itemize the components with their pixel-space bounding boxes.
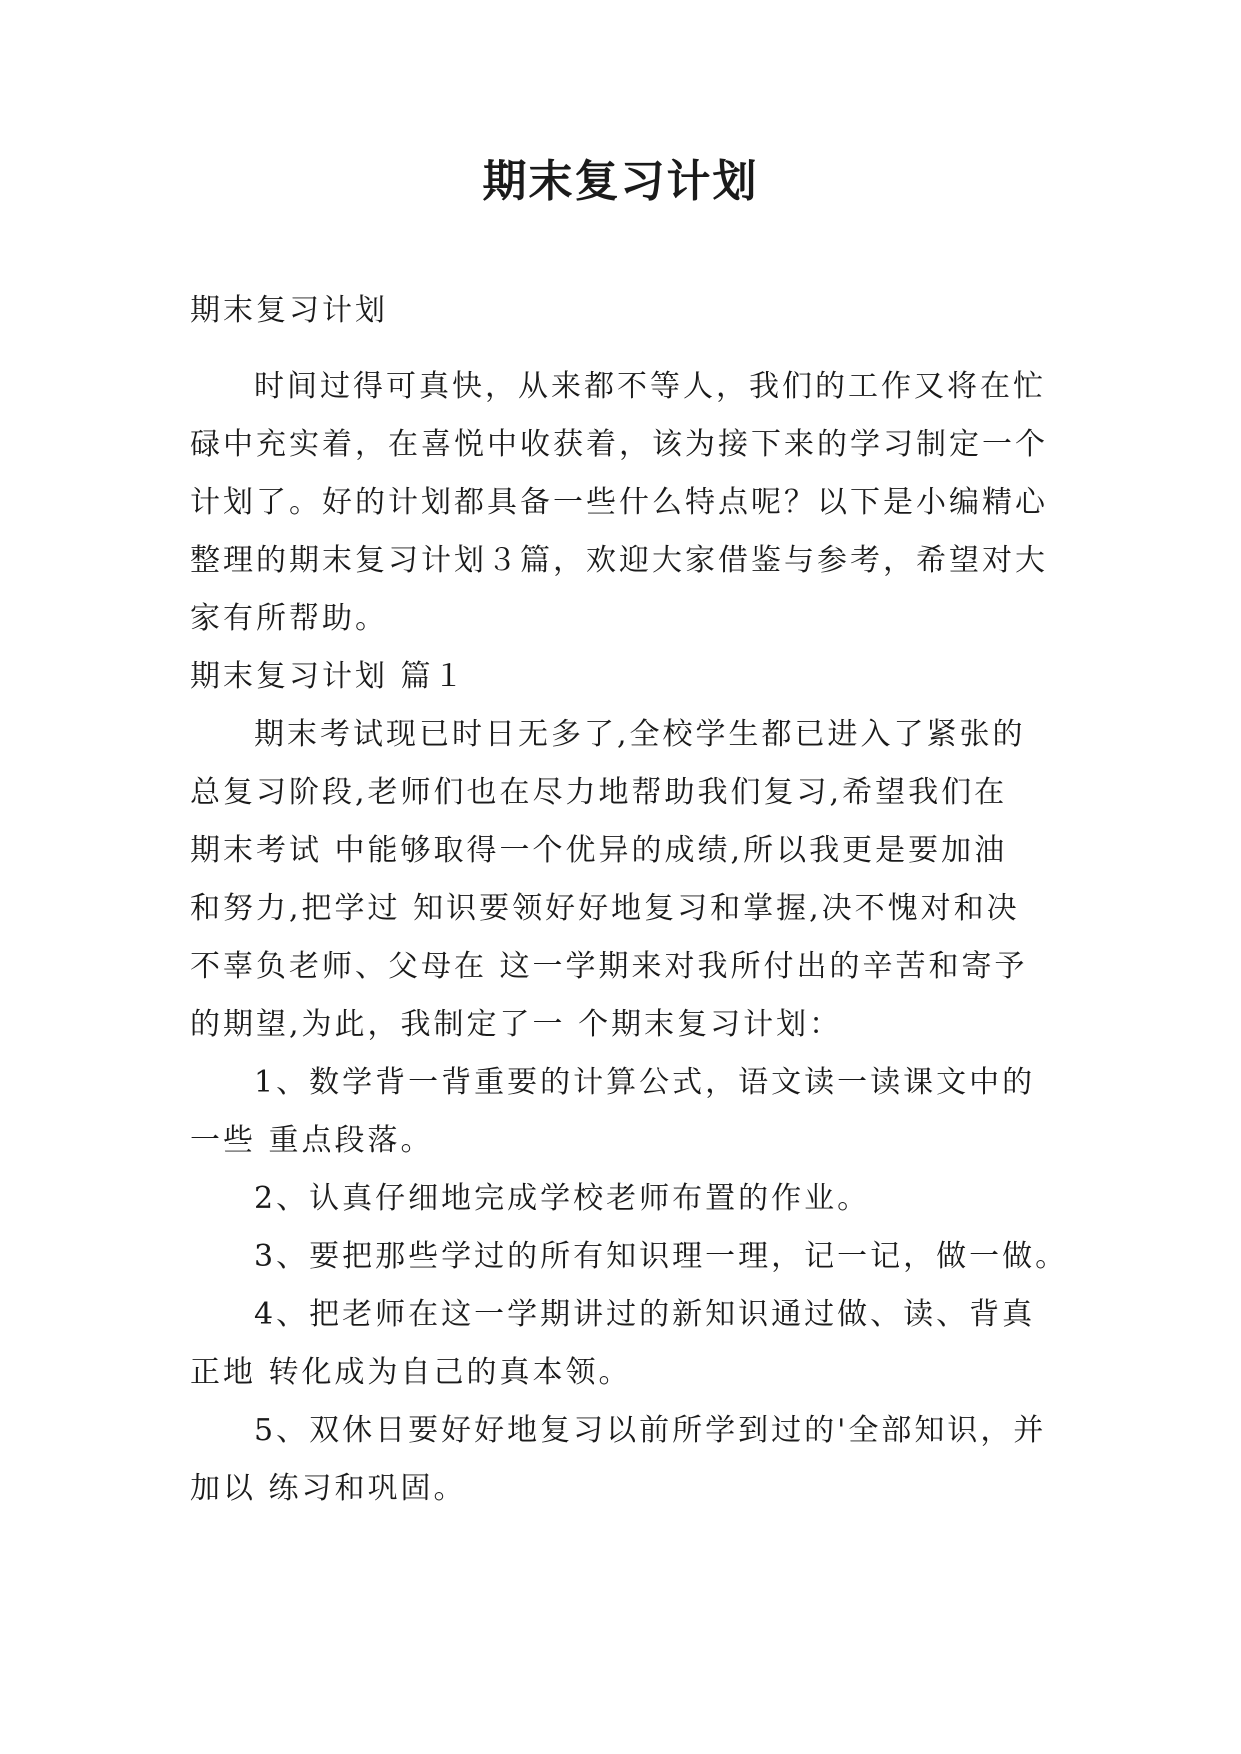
intro-line: 时间过得可真快，从来都不等人，我们的工作又将在忙 bbox=[254, 369, 1046, 404]
intro-line: 碌中充实着，在喜悦中收获着，该为接下来的学习制定一个 bbox=[190, 427, 1048, 462]
list-item bbox=[190, 1402, 1060, 1518]
list-item-line: 1、数学背一背重要的计算公式，语文读一读课文中的 bbox=[254, 1065, 1036, 1100]
intro-paragraph bbox=[190, 358, 1060, 648]
list-item bbox=[190, 1170, 1060, 1228]
intro-line: 计划了。好的计划都具备一些什么特点呢？以下是小编精心 bbox=[190, 485, 1048, 520]
paragraph-line: 期末考试现已时日无多了,全校学生都已进入了紧张的 bbox=[254, 717, 1026, 752]
list-item bbox=[190, 1054, 1060, 1170]
list-item bbox=[190, 1286, 1060, 1402]
list-item-line: 5、双休日要好好地复习以前所学到过的'全部知识，并 bbox=[254, 1413, 1047, 1448]
list-item-line: 正地 转化成为自己的真本领。 bbox=[190, 1355, 632, 1390]
list-item-line: 一些 重点段落。 bbox=[190, 1123, 434, 1158]
list-item bbox=[190, 1228, 1069, 1286]
page-title: 期末复习计划 bbox=[482, 156, 759, 207]
list-item-line: 3、要把那些学过的所有知识理一理，记一记，做一做。 bbox=[254, 1239, 1069, 1274]
section-heading: 期末复习计划 篇１ bbox=[190, 659, 467, 694]
list-item-line: 加以 练习和巩固。 bbox=[190, 1471, 467, 1506]
document-subtitle: 期末复习计划 bbox=[190, 293, 388, 328]
paragraph-line: 期末考试 中能够取得一个优异的成绩,所以我更是要加油 bbox=[190, 833, 1008, 868]
intro-line: 整理的期末复习计划３篇，欢迎大家借鉴与参考，希望对大 bbox=[190, 543, 1048, 578]
paragraph-line: 不辜负老师、父母在 这一学期来对我所付出的辛苦和寄予 bbox=[190, 949, 1028, 984]
paragraph-line: 和努力,把学过 知识要领好好地复习和掌握,决不愧对和决 bbox=[190, 891, 1020, 926]
list-item-line: 2、认真仔细地完成学校老师布置的作业。 bbox=[254, 1181, 871, 1216]
plan-list bbox=[190, 1054, 1069, 1518]
list-item-line: 4、把老师在这一学期讲过的新知识通过做、读、背真 bbox=[254, 1297, 1036, 1332]
section-paragraph bbox=[190, 706, 1060, 1054]
intro-line: 家有所帮助。 bbox=[190, 601, 388, 636]
paragraph-line: 总复习阶段,老师们也在尽力地帮助我们复习,希望我们在 bbox=[190, 775, 1008, 810]
paragraph-line: 的期望,为此，我制定了一 个期末复习计划： bbox=[190, 1007, 843, 1042]
